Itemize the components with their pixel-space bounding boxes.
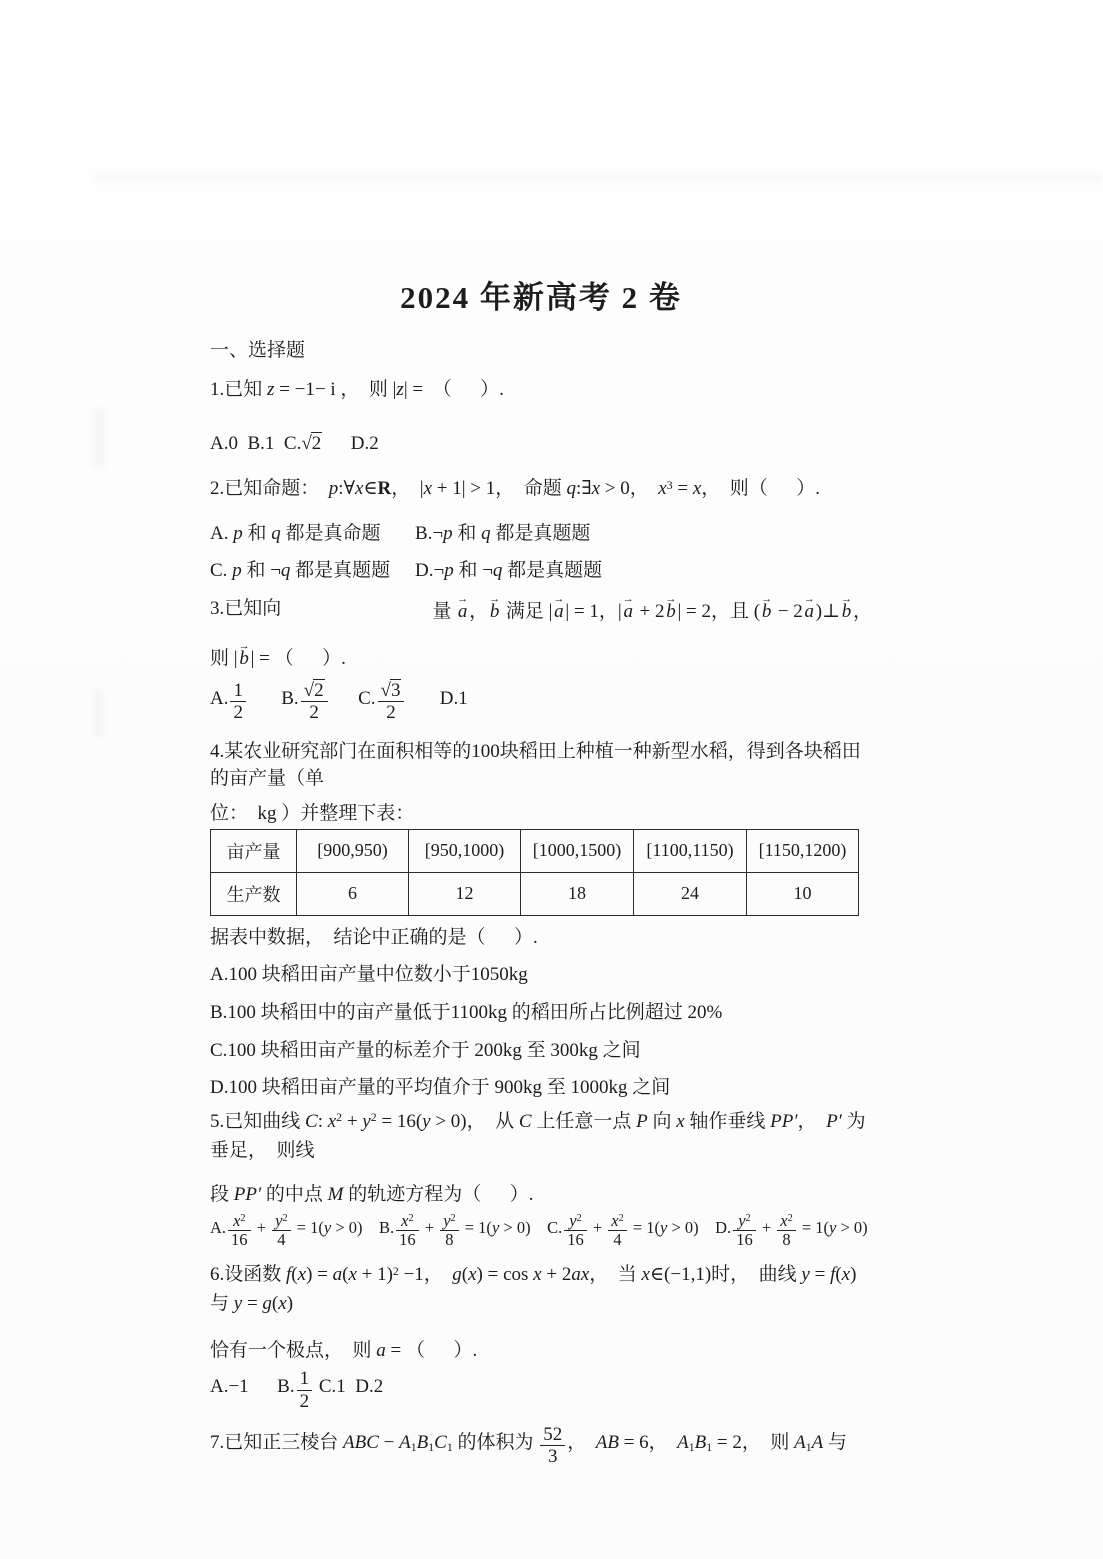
q6-options: A.−1 B. $\frac{1}{2}$ C.1 D.2: [210, 1368, 384, 1412]
q2-option-c: C. p 和 ¬q 都是真题题: [210, 560, 391, 581]
q6-stem-line1: 6.设函数 $f(x) = a(x + 1)^2 -1$， g(x) = cos x + 2ax， 当 x∈(−1,1)时， 曲线 y = f(x) 与 y = g(x): [210, 1264, 862, 1315]
q3-options: A. $\frac{1}{2}$ B. $\frac{√2}{2}$ C. $\frac{√3}{2}$ D.1: [210, 680, 468, 724]
q2-option-a: A. p 和 q 都是真命题: [210, 523, 381, 544]
q4-question: 据表中数据， 结论中正确的是（ ）.: [210, 926, 538, 948]
exam-content: [210, 272, 872, 1468]
yield-frequency-table: [210, 829, 859, 916]
table-header-row: [211, 829, 859, 872]
table-value-row: [211, 872, 859, 915]
q5-options: A. $\frac{x^2}{16}$ + $\frac{y^2}{4}$ = 1(y > 0) B. $\frac{x^2}{16}$ + $\frac{y^2}{8}$ = 1(y > 0) C. $\frac{y^2}{16}$ + $\frac{x^2}{4}$ = 1(y > 0) D. $\frac{y^2}{16}$ + $\frac{x^2}{8}$ = 1(y > 0): [210, 1210, 868, 1249]
q1-stem: 1.已知 z = −1− i ， 则 |z| = （ ）.: [210, 379, 504, 400]
q5-stem-line2: 段 PP′ 的中点 M 的轨迹方程为（ ）.: [210, 1183, 534, 1205]
q2-option-d: D.¬p 和 ¬q 都是真题题: [415, 560, 603, 581]
table-cell: [950,1000): [409, 829, 521, 872]
q4-option-a: A.100 块稻田亩产量中位数小于1050kg: [210, 963, 528, 985]
section-heading: 一、选择题: [210, 340, 306, 361]
table-cell: [1000,1500): [521, 829, 634, 872]
table-cell: 亩产量: [211, 829, 297, 872]
q3-stem-right: 量 → a ， → b 满足 | → a | = 1，| → a + 2 → b | = 2，且 ( → b − 2 → a )⊥ → b ，: [432, 593, 872, 622]
q4-option-c: C.100 块稻田亩产量的标差介于 200kg 至 300kg 之间: [210, 1039, 641, 1061]
table-cell: [900,950): [297, 829, 409, 872]
table-cell: 10: [747, 872, 859, 915]
q4-stem-line2: 位： kg ）并整理下表：: [210, 802, 415, 824]
scan-artifact: [92, 408, 106, 468]
table-cell: 24: [634, 872, 747, 915]
q2-stem: 2.已知命题： p:∀x∈R， |x + 1| > 1， 命题 q:∃x > 0， $x^3 = x$， 则（ ）.: [210, 478, 821, 499]
table-cell: 生产数: [211, 872, 297, 915]
q4-option-d: D.100 块稻田亩产量的平均值介于 900kg 至 1000kg 之间: [210, 1076, 671, 1098]
q2-option-b: B.¬p 和 q 都是真题题: [415, 523, 591, 544]
q4-option-b: B.100 块稻田中的亩产量低于1100kg 的稻田所占比例超过 20%: [210, 1001, 723, 1023]
q6-stem-line2: 恰有一个极点， 则 a = （ ）.: [210, 1340, 478, 1362]
page-title: 2024 年新高考 2 卷: [400, 280, 682, 315]
scan-artifact: [92, 688, 104, 738]
table-cell: [1150,1200): [747, 829, 859, 872]
q3-stem-line2: 则 | → b | = （ ）.: [210, 640, 346, 669]
q3-stem: [210, 595, 872, 625]
table-cell: 6: [297, 872, 409, 915]
q1-options: A.0 B.1 C.√2 D.2: [210, 433, 379, 454]
q5-stem-line1: 5.已知曲线 C: $x^2 + y^2 = 16(y > 0)$， 从 C 上任意一点 P 向 x 轴作垂线 PP′， P′ 为垂足， 则线: [210, 1110, 866, 1161]
q3-stem-left: 3.已知向: [210, 598, 282, 619]
table-cell: [1100,1150): [634, 829, 747, 872]
q7-stem: 7.已知正三棱台 ABC − A1B1C1 的体积为 $\frac{52}{3}$ ， AB = 6， A1B1 = 2， 则 A1A 与: [210, 1424, 848, 1468]
scan-artifact: [95, 174, 1103, 182]
q2-options-row-ab: [210, 520, 872, 547]
q4-stem-line1: 4.某农业研究部门在面积相等的100块稻田上种植一种新型水稻，得到各块稻田的亩产量（单: [210, 740, 861, 789]
table-cell: 18: [521, 872, 634, 915]
table-cell: 12: [409, 872, 521, 915]
q2-options-row-cd: [210, 557, 872, 584]
